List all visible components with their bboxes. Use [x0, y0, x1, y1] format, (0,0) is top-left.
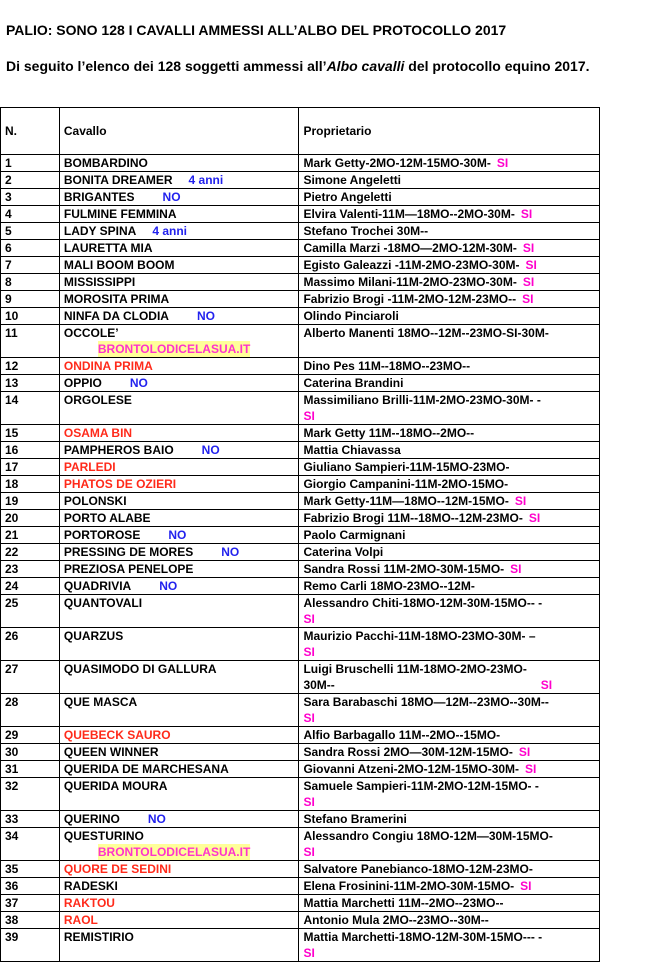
si-mark: SI	[303, 711, 315, 725]
cell-number: 6	[1, 240, 60, 257]
horse-tag: NO	[221, 545, 240, 559]
table-row	[1, 761, 600, 778]
cell-owner	[299, 291, 600, 308]
cell-owner	[299, 308, 600, 325]
horse-name: QUE MASCA	[63, 695, 138, 709]
cell-owner	[299, 861, 600, 878]
owner-text: Mattia Marchetti-18MO-12M-30M-15MO--- -	[303, 930, 543, 944]
table-row	[1, 442, 600, 459]
owner-text: Elvira Valenti-11M—18MO--2MO-30M-	[303, 207, 515, 221]
owner-text: Mattia Chiavassa	[303, 443, 401, 457]
horse-name: QUERIDA DE MARCHESANA	[63, 762, 229, 776]
si-mark: SI	[520, 207, 533, 221]
cell-owner	[299, 257, 600, 274]
table-row	[1, 308, 600, 325]
cell-horse	[59, 291, 299, 308]
horse-tag: NO	[168, 528, 187, 542]
horse-name: QUEEN WINNER	[63, 745, 159, 759]
cell-owner	[299, 929, 600, 962]
cell-owner	[299, 206, 600, 223]
owner-text: Mattia Marchetti 11M--2MO--23MO--	[303, 896, 504, 910]
cell-owner	[299, 189, 600, 206]
owner-text: Dino Pes 11M--18MO--23MO--	[303, 359, 471, 373]
table-row	[1, 476, 600, 493]
horse-name: LADY SPINA	[63, 224, 137, 238]
table-row	[1, 744, 600, 761]
table-row	[1, 155, 600, 172]
horse-tag: NO	[201, 443, 220, 457]
horse-tag: NO	[159, 579, 178, 593]
cell-number: 32	[1, 778, 60, 811]
cell-owner	[299, 375, 600, 392]
cell-horse	[59, 476, 299, 493]
cell-number: 9	[1, 291, 60, 308]
page-title: PALIO: SONO 128 I CAVALLI AMMESSI ALL’ALBO DEL PROTOCOLLO 2017	[6, 22, 507, 38]
header-horse: Cavallo	[59, 108, 299, 155]
cell-owner	[299, 476, 600, 493]
cell-owner	[299, 828, 600, 861]
cell-number: 11	[1, 325, 60, 358]
page-subtitle	[6, 58, 590, 74]
cell-horse	[59, 595, 299, 628]
cell-owner	[299, 459, 600, 476]
owner-text: Olindo Pinciaroli	[303, 309, 399, 323]
si-mark: SI	[522, 292, 534, 306]
table-row	[1, 392, 600, 425]
si-mark: SI	[303, 612, 315, 626]
horse-name: QUORE DE SEDINI	[63, 862, 172, 876]
horse-name: QUESTURINO	[63, 829, 144, 843]
owner-text: Pietro Angeletti	[303, 190, 392, 204]
owner-text: Giuliano Sampieri-11M-15MO-23MO-	[303, 460, 510, 474]
horse-name: MOROSITA PRIMA	[63, 292, 170, 306]
cell-number: 17	[1, 459, 60, 476]
cell-owner	[299, 561, 600, 578]
table-row	[1, 375, 600, 392]
table-row	[1, 206, 600, 223]
horse-name: PARLEDI	[63, 460, 116, 474]
cell-number: 19	[1, 493, 60, 510]
cell-number: 24	[1, 578, 60, 595]
table-row	[1, 274, 600, 291]
cell-horse	[59, 358, 299, 375]
cell-horse	[59, 544, 299, 561]
table-row	[1, 544, 600, 561]
table-row	[1, 223, 600, 240]
table-header-row	[1, 108, 600, 155]
owner-text: Massimiliano Brilli-11M-2MO-23MO-30M- -	[303, 393, 541, 407]
owner-text: Sandra Rossi 11M-2MO-30M-15MO-	[303, 562, 505, 576]
cell-number: 37	[1, 895, 60, 912]
horse-name: POLONSKI	[63, 494, 127, 508]
horse-name: BOMBARDINO	[63, 156, 148, 170]
si-mark: SI	[520, 879, 532, 893]
owner-text: Camilla Marzi -18MO—2MO-12M-30M-	[303, 241, 517, 255]
cell-number: 29	[1, 727, 60, 744]
cell-owner	[299, 878, 600, 895]
cell-owner	[299, 223, 600, 240]
cell-number: 27	[1, 661, 60, 694]
cell-horse	[59, 189, 299, 206]
cell-owner	[299, 744, 600, 761]
cell-owner	[299, 510, 600, 527]
si-mark: SI	[522, 275, 535, 289]
horse-name: OCCOLE’	[63, 326, 119, 340]
horse-tag: NO	[196, 309, 215, 323]
table-row	[1, 358, 600, 375]
cell-horse	[59, 155, 299, 172]
cell-owner	[299, 527, 600, 544]
si-mark: SI	[514, 494, 527, 508]
table-row	[1, 811, 600, 828]
owner-text: Alessandro Chiti-18MO-12M-30M-15MO-- -	[303, 596, 543, 610]
cell-owner	[299, 912, 600, 929]
cell-horse	[59, 811, 299, 828]
cell-owner	[299, 628, 600, 661]
cell-horse	[59, 206, 299, 223]
cell-horse	[59, 240, 299, 257]
cell-number: 2	[1, 172, 60, 189]
horse-name: RADESKI	[63, 879, 118, 893]
cell-owner	[299, 544, 600, 561]
si-mark: SI	[303, 645, 315, 659]
owner-text: Samuele Sampieri-11M-2MO-12M-15MO- -	[303, 779, 539, 793]
horse-name: REMISTIRIO	[63, 930, 134, 944]
cell-owner	[299, 155, 600, 172]
horse-tag: NO	[129, 376, 148, 390]
watermark-label: BRONTOLODICELASUA.IT	[97, 845, 251, 859]
table-row	[1, 778, 600, 811]
owner-text: Caterina Volpi	[303, 545, 384, 559]
table-row	[1, 628, 600, 661]
table-row	[1, 561, 600, 578]
table-row	[1, 912, 600, 929]
horse-name: QUERIDA MOURA	[63, 779, 168, 793]
owner-text: Mark Getty-2MO-12M-15MO-30M-	[303, 156, 491, 170]
owner-text: Stefano Bramerini	[303, 812, 407, 826]
si-mark: SI	[303, 946, 315, 960]
owner-text: Sara Barabaschi 18MO—12M--23MO--30M--	[303, 695, 549, 709]
cell-horse	[59, 442, 299, 459]
cell-owner	[299, 811, 600, 828]
cell-number: 31	[1, 761, 60, 778]
table-row	[1, 459, 600, 476]
subtitle-pre: Di seguito l’elenco dei 128 soggetti ammessi all’	[6, 58, 327, 74]
cell-owner	[299, 578, 600, 595]
table-row	[1, 895, 600, 912]
owner-text: Paolo Carmignani	[303, 528, 406, 542]
cell-horse	[59, 578, 299, 595]
horse-name: PHATOS DE OZIERI	[63, 477, 177, 491]
cell-owner	[299, 442, 600, 459]
table-row	[1, 727, 600, 744]
horse-name: PORTO ALABE	[63, 511, 151, 525]
table-row	[1, 694, 600, 727]
cell-owner	[299, 661, 600, 694]
cell-number: 1	[1, 155, 60, 172]
table-row	[1, 929, 600, 962]
si-mark: SI	[303, 795, 315, 809]
table-row	[1, 291, 600, 308]
horse-name: ORGOLESE	[63, 393, 132, 407]
cell-number: 36	[1, 878, 60, 895]
si-mark: SI	[525, 762, 537, 776]
cell-owner	[299, 493, 600, 510]
horse-name: PAMPHEROS BAIO	[63, 443, 174, 457]
cell-horse	[59, 510, 299, 527]
table-row	[1, 493, 600, 510]
cell-horse	[59, 308, 299, 325]
si-mark: SI	[303, 409, 315, 423]
cell-horse	[59, 912, 299, 929]
subtitle-post: del protocollo equino 2017.	[404, 58, 590, 74]
table-row	[1, 172, 600, 189]
cell-owner	[299, 895, 600, 912]
subtitle-em: Albo cavalli	[326, 58, 405, 74]
cell-number: 34	[1, 828, 60, 861]
cell-number: 33	[1, 811, 60, 828]
horse-name: ONDINA PRIMA	[63, 359, 153, 373]
cell-horse	[59, 561, 299, 578]
cell-horse	[59, 257, 299, 274]
horse-name: RAOL	[63, 913, 98, 927]
owner-text: Fabrizio Brogi -11M-2MO-12M-23MO--	[303, 292, 517, 306]
owner-text: Luigi Bruschelli 11M-18MO-2MO-23MO-	[303, 662, 527, 676]
horse-name: MISSISSIPPI	[63, 275, 136, 289]
owner-text: Alberto Manenti 18MO--12M--23MO-SI-30M-	[303, 326, 549, 340]
cell-owner	[299, 274, 600, 291]
owner-text: Alfio Barbagallo 11M--2MO--15MO-	[303, 728, 501, 742]
cell-number: 18	[1, 476, 60, 493]
cell-number: 7	[1, 257, 60, 274]
table-row	[1, 325, 600, 358]
si-mark: SI	[525, 258, 537, 272]
horse-name: PREZIOSA PENELOPE	[63, 562, 194, 576]
owner-text: Massimo Milani-11M-2MO-23MO-30M-	[303, 275, 517, 289]
cell-number: 13	[1, 375, 60, 392]
owner-text: Giorgio Campanini-11M-2MO-15MO-	[303, 477, 509, 491]
cell-number: 30	[1, 744, 60, 761]
horse-name: QUASIMODO DI GALLURA	[63, 662, 217, 676]
cell-horse	[59, 661, 299, 694]
cell-horse	[59, 895, 299, 912]
cell-horse	[59, 929, 299, 962]
horse-name: OPPIO	[63, 376, 102, 390]
si-mark: SI	[303, 845, 315, 859]
owner-text: Fabrizio Brogi 11M--18MO--12M-23MO-	[303, 511, 523, 525]
horse-tag: 4 anni	[188, 173, 224, 187]
table-row	[1, 189, 600, 206]
cell-horse	[59, 727, 299, 744]
cell-horse	[59, 274, 299, 291]
cell-number: 4	[1, 206, 60, 223]
horse-name: QUARZUS	[63, 629, 124, 643]
cell-horse	[59, 828, 299, 861]
owner-text: Caterina Brandini	[303, 376, 404, 390]
cell-owner	[299, 358, 600, 375]
owner-text: Giovanni Atzeni-2MO-12M-15MO-30M-	[303, 762, 520, 776]
cell-number: 16	[1, 442, 60, 459]
horse-name: QUANTOVALI	[63, 596, 143, 610]
cell-horse	[59, 172, 299, 189]
cell-number: 26	[1, 628, 60, 661]
cell-number: 14	[1, 392, 60, 425]
header-n: N.	[1, 108, 60, 155]
owner-text: Egisto Galeazzi -11M-2MO-23MO-30M-	[303, 258, 520, 272]
table-row	[1, 510, 600, 527]
cell-horse	[59, 223, 299, 240]
table-row	[1, 257, 600, 274]
horse-name: BONITA DREAMER	[63, 173, 173, 187]
cell-horse	[59, 459, 299, 476]
cell-number: 3	[1, 189, 60, 206]
cell-number: 20	[1, 510, 60, 527]
cell-owner	[299, 727, 600, 744]
cell-number: 10	[1, 308, 60, 325]
cell-horse	[59, 325, 299, 358]
cell-owner	[299, 392, 600, 425]
cell-horse	[59, 628, 299, 661]
table-row	[1, 828, 600, 861]
cell-horse	[59, 744, 299, 761]
owner-text: Stefano Trochei 30M--	[303, 224, 429, 238]
horse-name: PORTOROSE	[63, 528, 141, 542]
cell-horse	[59, 392, 299, 425]
horse-tag: NO	[147, 812, 166, 826]
cell-horse	[59, 493, 299, 510]
si-mark: SI	[518, 745, 531, 759]
cell-number: 39	[1, 929, 60, 962]
cell-owner	[299, 172, 600, 189]
owner-text: Remo Carli 18MO-23MO--12M-	[303, 579, 475, 593]
cell-horse	[59, 375, 299, 392]
cell-number: 22	[1, 544, 60, 561]
owner-text: Alessandro Congiu 18MO-12M—30M-15MO-	[303, 829, 553, 843]
horse-name: QUEBECK SAURO	[63, 728, 171, 742]
cell-owner	[299, 761, 600, 778]
cell-owner	[299, 425, 600, 442]
horse-name: LAURETTA MIA	[63, 241, 153, 255]
horse-name: OSAMA BIN	[63, 426, 133, 440]
table-row	[1, 661, 600, 694]
owner-text: Simone Angeletti	[303, 173, 402, 187]
horses-table	[0, 107, 600, 962]
horse-tag: 4 anni	[152, 224, 188, 238]
table-row	[1, 240, 600, 257]
cell-number: 23	[1, 561, 60, 578]
cell-horse	[59, 861, 299, 878]
cell-horse	[59, 694, 299, 727]
cell-number: 28	[1, 694, 60, 727]
si-mark: SI	[496, 156, 509, 170]
si-mark: SI	[528, 511, 541, 525]
cell-owner	[299, 694, 600, 727]
table-row	[1, 578, 600, 595]
cell-owner	[299, 325, 600, 358]
horse-tag: NO	[162, 190, 181, 204]
horse-name: FULMINE FEMMINA	[63, 207, 177, 221]
table-row	[1, 527, 600, 544]
cell-number: 25	[1, 595, 60, 628]
cell-number: 38	[1, 912, 60, 929]
header-owner: Proprietario	[299, 108, 600, 155]
cell-horse	[59, 425, 299, 442]
horse-name: BRIGANTES	[63, 190, 135, 204]
owner-text: Antonio Mula 2MO--23MO--30M--	[303, 913, 489, 927]
cell-horse	[59, 527, 299, 544]
cell-horse	[59, 878, 299, 895]
owner-text: Salvatore Panebianco-18MO-12M-23MO-	[303, 862, 533, 876]
table-row	[1, 878, 600, 895]
cell-number: 12	[1, 358, 60, 375]
owner-text: Mark Getty-11M—18MO--12M-15MO-	[303, 494, 509, 508]
horse-name: QUERINO	[63, 812, 120, 826]
owner-text: Elena Frosinini-11M-2MO-30M-15MO-	[303, 879, 515, 893]
table-row	[1, 861, 600, 878]
owner-text: Sandra Rossi 2MO—30M-12M-15MO-	[303, 745, 513, 759]
si-mark: SI	[540, 678, 553, 692]
cell-owner	[299, 778, 600, 811]
cell-number: 8	[1, 274, 60, 291]
horse-name: PRESSING DE MORES	[63, 545, 194, 559]
cell-number: 35	[1, 861, 60, 878]
table-row	[1, 425, 600, 442]
cell-owner	[299, 240, 600, 257]
si-mark: SI	[522, 241, 535, 255]
table-row	[1, 595, 600, 628]
cell-horse	[59, 761, 299, 778]
owner-text-line2: 30M--	[303, 678, 335, 692]
watermark-label: BRONTOLODICELASUA.IT	[97, 342, 251, 356]
cell-owner	[299, 595, 600, 628]
owner-text: Maurizio Pacchi-11M-18MO-23MO-30M- –	[303, 629, 536, 643]
si-mark: SI	[510, 562, 522, 576]
cell-horse	[59, 778, 299, 811]
cell-number: 5	[1, 223, 60, 240]
horse-name: NINFA DA CLODIA	[63, 309, 169, 323]
horse-name: RAKTOU	[63, 896, 115, 910]
cell-number: 15	[1, 425, 60, 442]
horse-name: QUADRIVIA	[63, 579, 132, 593]
horse-name: MALI BOOM BOOM	[63, 258, 175, 272]
owner-text: Mark Getty 11M--18MO--2MO--	[303, 426, 475, 440]
cell-number: 21	[1, 527, 60, 544]
